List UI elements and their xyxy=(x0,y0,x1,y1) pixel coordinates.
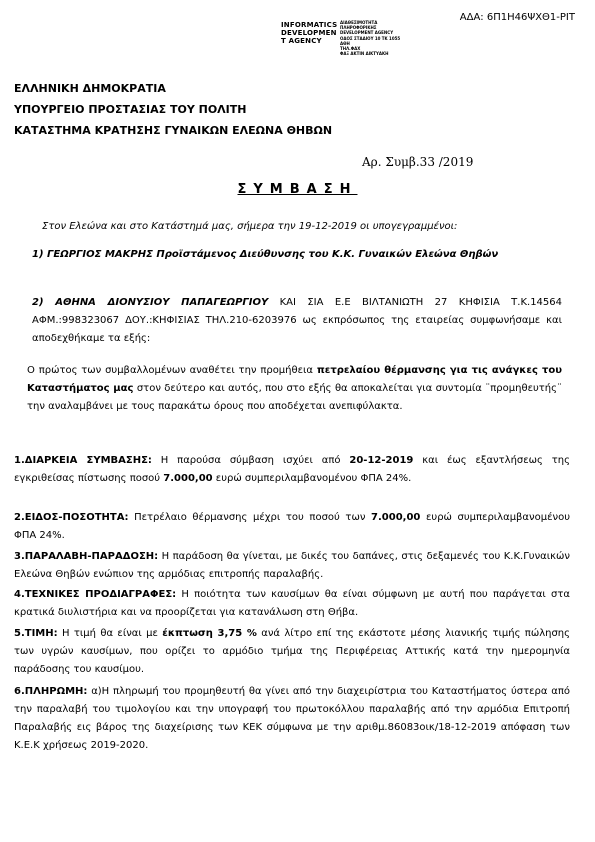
term-price xyxy=(14,625,570,679)
contract-number: Αρ. Συμβ.33 /2019 xyxy=(362,155,474,169)
term-text: και έως εξαντλήσεως της εγκριθείσας πίστωσης ποσού xyxy=(14,455,570,484)
logo-small-line: ΠΛΗΡΟΦΟΡΙΚΗΣ xyxy=(340,25,377,31)
term-duration xyxy=(14,452,570,488)
logo-line: INFORMATICS xyxy=(281,21,338,29)
term-label: 3.ΠΑΡΑΛΑΒΗ-ΠΑΡΑΔΟΣΗ: xyxy=(14,551,159,562)
term-payment xyxy=(14,683,570,755)
logo-small-line: ΔΙΑΘΕΣΙΜΟΤΗΤΑ xyxy=(340,20,378,25)
term-text: Η παράδοση θα γίνεται, με δικές του δαπάνες, στις δεξαμενές του Κ.Κ.Γυναικών Ελεώνα Θηβών ενώπιον της αρμόδιας επιτροπής παραλαβής. xyxy=(14,551,570,580)
assignment-text: Ο πρώτος των συμβαλλομένων αναθέτει την προμήθεια xyxy=(27,365,317,376)
ada-code: ΑΔΑ: 6Π1Η46ΨΧΘ1-ΡΙΤ xyxy=(459,12,575,23)
party-one: 1) ΓΕΩΡΓΙΟΣ ΜΑΚΡΗΣ Προϊστάμενος Διεύθυνσης του Κ.Κ. Γυναικών Ελεώνα Θηβών xyxy=(32,249,499,260)
term-label: 1.ΔΙΑΡΚΕΙΑ ΣΥΜΒΑΣΗΣ: xyxy=(14,455,152,466)
logo-small-line: ΑΘΗ xyxy=(340,40,350,46)
term-label: 6.ΠΛΗΡΩΜΗ: xyxy=(14,686,88,697)
term-text: ευρώ συμπεριλαμβανομένου ΦΠΑ 24%. xyxy=(212,473,412,484)
logo-small-line: DEVELOPMENT AGENCY xyxy=(340,30,394,36)
logo-small-line: ΦΑΞ ΑΚΤΙΝ ΔΙΚΤΥΑΚΗ xyxy=(340,51,389,57)
term-item-quantity xyxy=(14,509,570,545)
term-text: Η ποιότητα των καυσίμων θα είναι σύμφωνη με αυτή που παράγεται στα κρατικά διυλιστήρια και να προορίζεται για κατανάλωση στη Θήβα. xyxy=(14,589,570,618)
header-institution: ΚΑΤΑΣΤΗΜΑ ΚΡΑΤΗΣΗΣ ΓΥΝΑΙΚΩΝ ΕΛΕΩΝΑ ΘΗΒΩΝ xyxy=(14,124,333,137)
term-text: α)Η πληρωμή του προμηθευτή θα γίνει από την διαχειρίστρια του Καταστήματος ύστερα από την παραλαβή του τιμολογίου και την υπογραφή του πρωτοκόλλου παραλαβής από την αρμόδια Επιτροπή Παραλαβής εις βάρος της διαχείρισης των ΚΕΚ σύμφωνα με την αριθμ.86083οικ/18-12-2019 απόφαση των Κ.Ε.Κ χρήσεως 2019-2020. xyxy=(14,686,570,751)
term-text: Πετρέλαιο θέρμανσης μέχρι του ποσού των xyxy=(128,512,372,523)
term-date: 20-12-2019 xyxy=(349,455,414,466)
intro-text: Στον Ελεώνα και στο Κατάστημά μας, σήμερα την 19-12-2019 οι υπογεγραμμένοι: xyxy=(42,221,458,232)
party-two xyxy=(32,294,562,348)
term-text: Η παρούσα σύμβαση ισχύει από xyxy=(151,455,350,466)
term-specifications xyxy=(14,586,570,622)
term-discount: έκπτωση 3,75 % xyxy=(162,628,257,639)
party-two-name: 2) ΑΘΗΝΑ ΔΙΟΝΥΣΙΟΥ ΠΑΠΑΓΕΩΡΓΙΟΥ xyxy=(32,297,269,308)
term-text: ευρώ συμπεριλαμβανομένου ΦΠΑ 24%. xyxy=(14,512,570,541)
assignment-paragraph xyxy=(27,362,562,416)
term-label: 5.ΤΙΜΗ: xyxy=(14,628,58,639)
header-country: ΕΛΛΗΝΙΚΗ ΔΗΜΟΚΡΑΤΙΑ xyxy=(14,82,166,95)
term-label: 2.ΕΙΔΟΣ-ΠΟΣΟΤΗΤΑ: xyxy=(14,512,129,523)
party-two-details: ΚΑΙ ΣΙΑ Ε.Ε ΒΙΛΤΑΝΙΩΤΗ 27 ΚΗΦΙΣΙΑ Τ.Κ.14564 ΑΦΜ.:998323067 ΔΟΥ.:ΚΗΦΙΣΙΑΣ ΤΗΛ.210-6203976 ως εκπρόσωπος της εταιρείας συμφωνήσαμε και αποδεχθήκαμε τα εξής: xyxy=(32,297,562,344)
logo-text xyxy=(281,21,337,45)
logo-small-line: ΤΗΛ.ΦΑΧ xyxy=(340,46,361,52)
logo-line: DEVELOPMEN xyxy=(281,29,337,37)
assignment-subject: πετρελαίου θέρμανσης για τις ανάγκες του Καταστήματος μας xyxy=(27,365,563,394)
term-amount: 7.000,00 xyxy=(163,473,213,484)
term-amount: 7.000,00 xyxy=(371,512,421,523)
term-label: 4.ΤΕΧΝΙΚΕΣ ΠΡΟΔΙΑΓΡΑΦΕΣ: xyxy=(14,589,177,600)
logo-small-text xyxy=(340,20,400,56)
header-ministry: ΥΠΟΥΡΓΕΙΟ ΠΡΟΣΤΑΣΙΑΣ ΤΟΥ ΠΟΛΙΤΗ xyxy=(14,103,247,116)
term-text: ανά λίτρο επί της εκάστοτε μέσης λιανικής τιμής πώλησης των υγρών καυσίμων, που ορίζει το αρμόδιο τμήμα της Περιφέρειας Αττικής κατά την ημερομηνία παράδοσης του καυσίμου. xyxy=(14,628,570,675)
assignment-text-rest: στον δεύτερο και αυτός, που στο εξής θα αποκαλείται για συντομία ¨προμηθευτής¨ την αναλαμβάνει με τους παρακάτω όρους που αποδέχεται ανεπιφύλακτα. xyxy=(27,383,562,412)
term-text: Η τιμή θα είναι με xyxy=(57,628,163,639)
logo-small-line: ΟΔΟΣ ΣΤΑΔΙΟΥ 10 ΤΚ 1055 xyxy=(340,35,401,41)
term-delivery xyxy=(14,548,570,584)
document-title: ΣΥΜΒΑΣΗ xyxy=(237,182,358,197)
logo-line: T AGENCY xyxy=(281,37,322,45)
letterhead xyxy=(14,78,332,141)
